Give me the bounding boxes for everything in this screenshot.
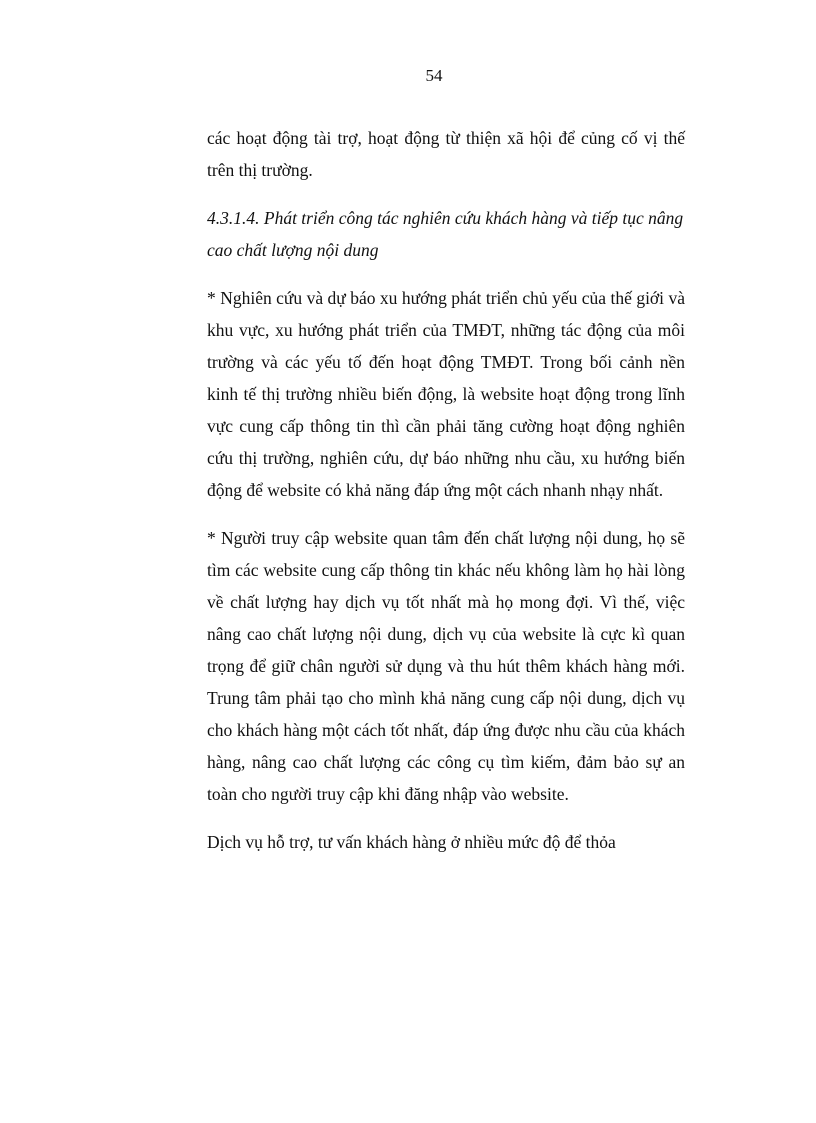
intro-paragraph: các hoạt động tài trợ, hoạt động từ thiện xã hội để củng cố vị thế trên thị trường. (207, 128, 685, 180)
section-heading: 4.3.1.4. Phát triển công tác nghiên cứu khách hàng và tiếp tục nâng cao chất lượng nội dung (207, 208, 684, 260)
document-body (207, 122, 685, 858)
paragraph-content-quality: * Người truy cập website quan tâm đến chất lượng nội dung, họ sẽ tìm các website cung cấp thông tin khác nếu không làm họ hài lòng về chất lượng hay dịch vụ tốt nhất mà họ mong đợi. Vì thế, việc nâng cao chất lượng nội dung, dịch vụ của website là cực kì quan trọng để giữ chân người sử dụng và thu hút thêm khách hàng mới. Trung tâm phải tạo cho mình khả năng cung cấp nội dung, dịch vụ cho khách hàng một cách tốt nhất, đáp ứng được nhu cầu của khách hàng, nâng cao chất lượng các công cụ tìm kiếm, đảm bảo sự an toàn cho người truy cập khi đăng nhập vào website. (207, 528, 685, 804)
paragraph-support-services: Dịch vụ hỗ trợ, tư vấn khách hàng ở nhiều mức độ để thỏa (207, 832, 616, 852)
page-number: 54 (425, 66, 443, 85)
paragraph-research: * Nghiên cứu và dự báo xu hướng phát triển chủ yếu của thế giới và khu vực, xu hướng phát triển của TMĐT, những tác động của môi trường và các yếu tố đến hoạt động TMĐT. Trong bối cảnh nền kinh tế thị trường nhiều biến động, là website hoạt động trong lĩnh vực cung cấp thông tin thì cần phải tăng cường hoạt động nghiên cứu thị trường, nghiên cứu, dự báo những nhu cầu, xu hướng biến động để website có khả năng đáp ứng một cách nhanh nhạy nhất. (207, 288, 685, 500)
